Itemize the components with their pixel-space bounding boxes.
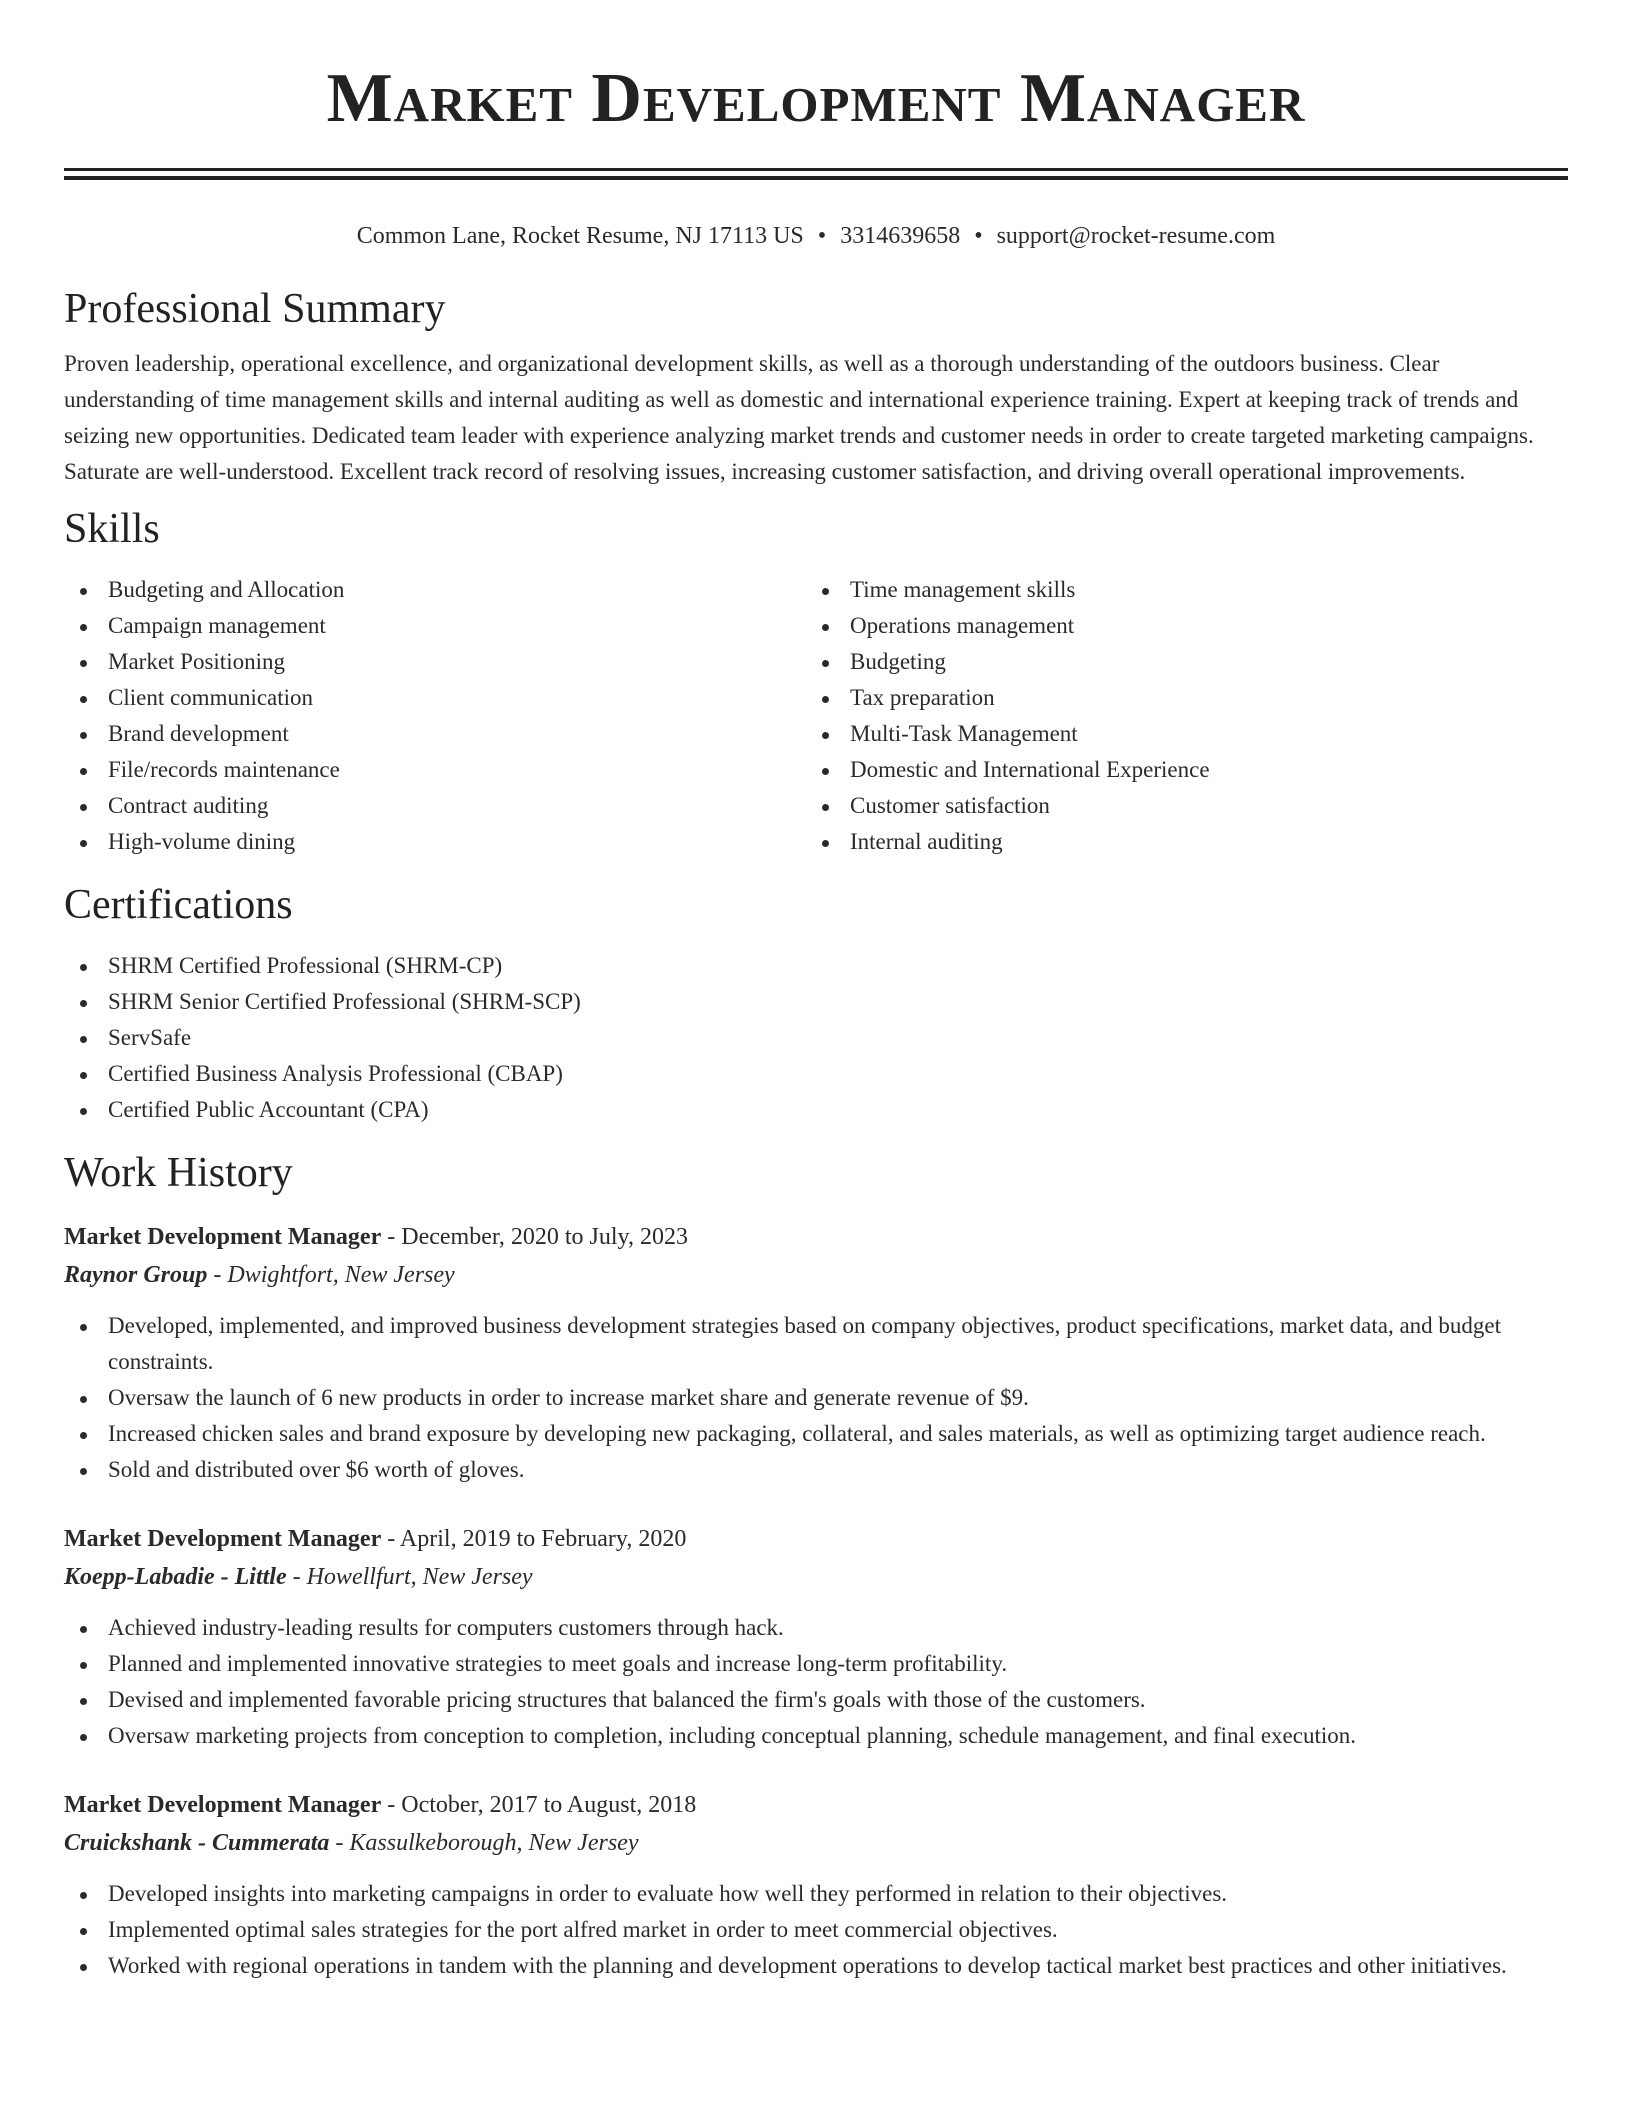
job-role: Market Development Manager xyxy=(64,1224,382,1250)
section-heading-certifications: Certifications xyxy=(64,882,293,928)
skill-item: Multi-Task Management xyxy=(806,716,1548,752)
job-company-line xyxy=(64,1824,1568,1862)
job-company: Koepp-Labadie - Little xyxy=(64,1564,287,1590)
skills-list-right xyxy=(806,572,1548,860)
skill-item: Customer satisfaction xyxy=(806,788,1548,824)
job-bullet: Devised and implemented favorable pricing structures that balanced the firm's goals with those of the customers. xyxy=(64,1682,1568,1718)
job-entry xyxy=(64,1218,1568,1488)
job-title-line xyxy=(64,1520,1568,1558)
contact-separator: • xyxy=(974,223,983,249)
skill-item: Contract auditing xyxy=(64,788,806,824)
summary-text: Proven leadership, operational excellence, and organizational development skills, as well as a thorough understanding of the outdoors business. Clear understanding of time management skills and internal auditing as well as domestic and international experience training. Expert at keeping track of trends and seizing new opportunities. Dedicated team leader with experience analyzing market trends and customer needs in order to create targeted marketing campaigns. Saturate are well-understood. Excellent track record of resolving issues, increasing customer satisfaction, and driving overall operational improvements. xyxy=(64,351,1534,484)
job-bullet: Oversaw the launch of 6 new products in order to increase market share and generate revenue of $9. xyxy=(64,1380,1568,1416)
contact-address: Common Lane, Rocket Resume, NJ 17113 US xyxy=(356,223,804,249)
skill-item: Budgeting xyxy=(806,644,1548,680)
job-role: Market Development Manager xyxy=(64,1792,382,1818)
skills-list-left xyxy=(64,572,806,860)
skills-columns xyxy=(64,572,1568,860)
skill-item: Time management skills xyxy=(806,572,1548,608)
job-dates: - April, 2019 to February, 2020 xyxy=(381,1526,687,1552)
job-bullet: Oversaw marketing projects from conception to completion, including conceptual planning, schedule management, and final execution. xyxy=(64,1718,1568,1754)
job-title-line xyxy=(64,1786,1568,1824)
job-bullet: Achieved industry-leading results for computers customers through hack. xyxy=(64,1610,1568,1646)
job-company: Cruickshank - Cummerata xyxy=(64,1830,330,1856)
job-bullet-list xyxy=(64,1308,1568,1488)
job-location: - Kassulkeborough, New Jersey xyxy=(329,1830,639,1856)
job-bullet: Implemented optimal sales strategies for the port alfred market in order to meet commercial objectives. xyxy=(64,1912,1568,1948)
job-bullet: Developed insights into marketing campaigns in order to evaluate how well they performed in relation to their objectives. xyxy=(64,1876,1568,1912)
job-role: Market Development Manager xyxy=(64,1526,382,1552)
skill-item: Brand development xyxy=(64,716,806,752)
title-divider-thick xyxy=(64,168,1568,171)
job-company-line xyxy=(64,1558,1568,1596)
job-bullet: Developed, implemented, and improved business development strategies based on company objectives, product specifications, market data, and budget constraints. xyxy=(64,1308,1568,1380)
certification-item: SHRM Senior Certified Professional (SHRM-SCP) xyxy=(64,984,1568,1020)
section-heading-skills: Skills xyxy=(64,506,160,552)
skill-item: File/records maintenance xyxy=(64,752,806,788)
certification-item: Certified Public Accountant (CPA) xyxy=(64,1092,1568,1128)
skill-item: Campaign management xyxy=(64,608,806,644)
job-dates: - October, 2017 to August, 2018 xyxy=(381,1792,697,1818)
job-dates: - December, 2020 to July, 2023 xyxy=(381,1224,688,1250)
contact-email: support@rocket-resume.com xyxy=(996,223,1276,249)
resume-page xyxy=(64,0,1568,1984)
job-bullet: Sold and distributed over $6 worth of gloves. xyxy=(64,1452,1568,1488)
job-title-line xyxy=(64,1218,1568,1256)
skill-item: Domestic and International Experience xyxy=(806,752,1548,788)
job-company: Raynor Group xyxy=(64,1262,208,1288)
contact-line xyxy=(64,220,1568,252)
skill-item: Market Positioning xyxy=(64,644,806,680)
certifications-list xyxy=(64,948,1568,1128)
title-divider-thin xyxy=(64,176,1568,180)
job-bullet: Increased chicken sales and brand exposure by developing new packaging, collateral, and sales materials, as well as optimizing target audience reach. xyxy=(64,1416,1568,1452)
job-company-line xyxy=(64,1256,1568,1294)
certification-item: Certified Business Analysis Professional (CBAP) xyxy=(64,1056,1568,1092)
job-entry xyxy=(64,1520,1568,1754)
certification-item: ServSafe xyxy=(64,1020,1568,1056)
contact-phone: 3314639658 xyxy=(840,223,961,249)
job-location: - Dwightfort, New Jersey xyxy=(207,1262,455,1288)
skill-item: Tax preparation xyxy=(806,680,1548,716)
job-entry xyxy=(64,1786,1568,1984)
job-bullet: Worked with regional operations in tandem with the planning and development operations to develop tactical market best practices and other initiatives. xyxy=(64,1948,1568,1984)
job-bullet: Planned and implemented innovative strategies to meet goals and increase long-term profitability. xyxy=(64,1646,1568,1682)
section-heading-work-history: Work History xyxy=(64,1150,293,1196)
resume-title: Market Development Manager xyxy=(326,60,1306,137)
skill-item: Budgeting and Allocation xyxy=(64,572,806,608)
section-heading-summary: Professional Summary xyxy=(64,286,446,332)
certification-item: SHRM Certified Professional (SHRM-CP) xyxy=(64,948,1568,984)
skill-item: High-volume dining xyxy=(64,824,806,860)
contact-separator: • xyxy=(817,223,827,249)
skill-item: Operations management xyxy=(806,608,1548,644)
job-location: - Howellfurt, New Jersey xyxy=(286,1564,533,1590)
job-bullet-list xyxy=(64,1610,1568,1754)
job-bullet-list xyxy=(64,1876,1568,1984)
skill-item: Client communication xyxy=(64,680,806,716)
skill-item: Internal auditing xyxy=(806,824,1548,860)
